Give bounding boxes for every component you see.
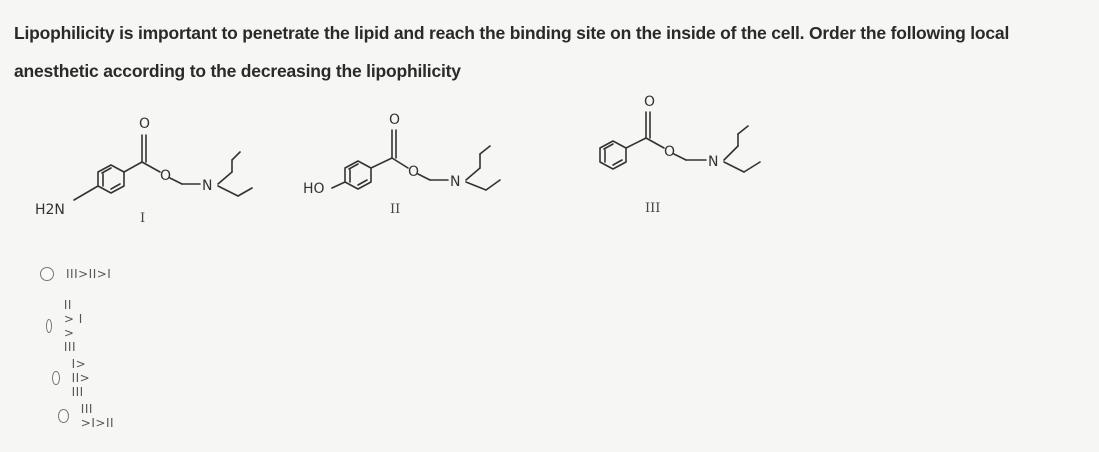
- option-1[interactable]: [40, 262, 111, 286]
- structure-label-3: III: [645, 201, 661, 216]
- molecule-1-nitrogen: N: [202, 178, 213, 194]
- structure-label-1: I: [140, 211, 146, 226]
- option-3[interactable]: [52, 357, 97, 399]
- option-2[interactable]: [46, 298, 84, 354]
- option-4[interactable]: [58, 404, 117, 428]
- molecule-2-substituent: HO: [303, 181, 325, 197]
- molecule-1-carbonyl-oxygen: O: [139, 116, 151, 132]
- molecule-2: [332, 130, 500, 190]
- question-text: Lipophilicity is important to penetrate the lipid and reach the binding site on the inside of the cell. Order the following local anesthetic according to the decreasing the lipophilicity: [14, 23, 1010, 81]
- molecule-1-ester-oxygen: O: [160, 168, 172, 184]
- radio-button[interactable]: [40, 267, 54, 281]
- molecule-2-nitrogen: N: [450, 174, 461, 190]
- option-label: III>II>I: [66, 267, 112, 281]
- molecule-2-carbonyl-oxygen: O: [389, 112, 401, 128]
- radio-button[interactable]: [46, 319, 52, 333]
- option-label: III >I>II: [80, 402, 115, 430]
- molecule-1-substituent: H2N: [35, 202, 65, 218]
- structure-label-2: II: [390, 202, 401, 217]
- molecule-3: [600, 112, 760, 172]
- molecule-3-nitrogen: N: [708, 154, 719, 170]
- radio-button[interactable]: [58, 409, 69, 423]
- molecule-2-ester-oxygen: O: [408, 164, 420, 180]
- molecule-3-ester-oxygen: O: [664, 144, 676, 160]
- radio-button[interactable]: [52, 371, 60, 385]
- option-label: I> II> III: [71, 357, 91, 399]
- option-label: II > I > III: [63, 298, 83, 354]
- molecule-3-carbonyl-oxygen: O: [644, 94, 656, 110]
